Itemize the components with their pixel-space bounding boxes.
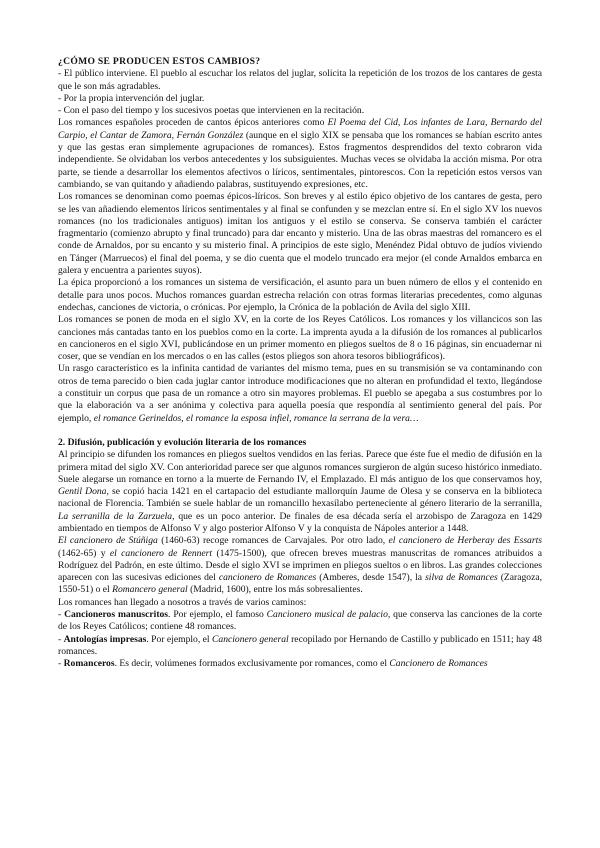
paragraph-fashion: Los romances se ponen de moda en el siglo XV, en la corte de los Reyes Católicos. Los romances y los villancicos son las canciones más cantadas tanto en los pueblos como en la corte. La imprenta ayuda a la difusión de los romances al publicarlos en cancioneros en el siglo XVI, publicándose en un primer momento en pliegos sueltos de 8 o 16 páginas, sin encuadernar ni coser, que se vendían en los mercados o en las calles (estos pliegos son ahora tesoros bibliográficos). xyxy=(58,314,542,363)
paragraph-variants: Un rasgo característico es la infinita cantidad de variantes del mismo tema, pues en su transmisión se va contaminando con otros de tema parecido o bien cada juglar cantor introduce modificaciones que no alteran en profundidad el texto, llegándose a constituir un corpus que pasa de un romance a otro sin mayores problemas. El pueblo se apegaba a sus costumbres por lo que la elaboración va a ser anónima y colectiva para aquella poesía que respondía al sentimiento general del país. Por ejemplo, el romance Gerineldos, el romance la esposa infiel, romance la serrana de la vera… xyxy=(58,363,542,424)
section-heading-diffusion: 2. Difusión, publicación y evolución literaria de los romances xyxy=(58,436,307,448)
list-item: - Con el paso del tiempo y los sucesivos poetas que intervienen en la recitación. xyxy=(58,105,365,117)
paragraph-origins: Los romances españoles proceden de cantos épicos anteriores como El Poema del Cid, Los infantes de Lara, Bernardo del Carpio, el Cantar de Zamora, Fernán González (aunque en el siglo XIX se pensaba que los romances se habían escrito antes y que las gestas eran simplemente agrupaciones de romances). Estos fragmentos desprendidos del texto cobraron vida independiente. Se olvidaban los verbos antecedentes y los subsiguientes. Muchas veces se olvidaba la acción misma. Por otra parte, se tiende a desarrollar los elementos afectivos o líricos, sentimentales, pintorescos. Con la repetición estos versos van cambiando, se van quitando y añadiendo palabras, sustituyendo expresiones, etc. xyxy=(58,117,543,190)
list-item: - El público interviene. El pueblo al escuchar los relatos del juglar, solicita la repetición de los trozos de los cantares de gesta que le son más agradables. xyxy=(58,68,542,92)
list-item-romanceros: - Romanceros. Es decir, volúmenes formados exclusivamente por romances, como el Cancionero de Romances xyxy=(58,658,488,670)
list-item: - Por la propia intervención del juglar. xyxy=(58,92,205,104)
document-page xyxy=(58,56,542,671)
section-heading-changes: ¿CÓMO SE PRODUCEN ESTOS CAMBIOS? xyxy=(58,56,261,67)
paragraph-epic-lyric: Los romances se denominan como poemas épicos-líricos. Son breves y al estilo épico objetivo de los cantares de gesta, pero se les van añadiendo elementos líricos sentimentales y al final se confunden y se mezclan entre sí. En el siglo XV los nuevos romances (no los tradicionales antiguos) imitan los antiguos y el estilo se conserva. Se conserva también el carácter fragmentario (comienzo abrupto y final truncado) para dar encanto y misterio. Una de las obras maestras del romancero es el conde de Arnaldos, por su encanto y su misterio final. A principios de este siglo, Menéndez Pidal obtuvo de judíos viviendo en Tánger (Marruecos) el final del poema, y se dio cuenta que el modelo truncado era mejor (el conde Arnaldos embarca en galera y encuentra a parientes suyos). xyxy=(58,191,542,277)
paragraph-diffusion: Al principio se difunden los romances en pliegos sueltos vendidos en las ferias. Parece que éste fue el medio de difusión en la primera mitad del siglo XV. Con anterioridad parece ser que algunos romances surgieron de algún suceso histórico inmediato. Suele alegarse un romance en torno a la muerte de Fernando IV, el Emplazado. El más antiguo de los que conservamos hoy, Gentil Dona, se copió hacia 1421 en el cartapacio del estudiante mallorquín Jaume de Olesa y se conserva en la biblioteca nacional de Florencia. También se suele hablar de un romancillo hexasílabo perteneciente al género literario de la serranilla, La serranilla de la Zarzuela, que es un poco anterior. De finales de esa década sería el arzobispo de Zaragoza en 1429 ambientado en tiempos de Alfonso V y algo posterior Alfonso V y la conquista de Nápoles anterior a 1448. xyxy=(58,449,542,534)
list-item-anthologies: - Antologías impresas. Por ejemplo, el Cancionero general recopilado por Hernando de Castillo y publicado en 1511; hay 48 romances. xyxy=(58,633,542,657)
paragraph-versification: La épica proporcionó a los romances un sistema de versificación, el asunto para un buen número de ellos y el contenido en detalle para unos pocos. Muchos romances guardan estrecha relación con otras formas literarias precedentes, como algunas endechas, canciones de victoria, o crónicas. Por ejemplo, la Crónica de la población de Avila del siglo XIII. xyxy=(58,277,542,313)
list-item-manuscripts: - Cancioneros manuscritos. Por ejemplo, el famoso Cancionero musical de palacio, que conserva las canciones de la corte de los Reyes Católicos; contiene 48 romances. xyxy=(58,609,542,633)
paragraph-ways: Los romances han llegado a nosotros a través de varios caminos: xyxy=(58,596,307,608)
paragraph-cancioneros: El cancionero de Stúñiga (1460-63) recoge romances de Carvajales. Por otro lado, el cancionero de Herberay des Essarts (1462-65) y el cancionero de Rennert (1475-1500), que ofrecen breves muestras manuscritas de romances atribuidos a Rodríguez del Padrón, en este último. Desde el siglo XVI se imprimen en pliegos sueltos o en libros. Las grandes colecciones aparecen con las sucesivas ediciones del cancionero de Romances (Amberes, desde 1547), la silva de Romances (Zaragoza, 1550-51) o el Romancero general (Madrid, 1600), entre los más sobresalientes. xyxy=(58,535,542,596)
